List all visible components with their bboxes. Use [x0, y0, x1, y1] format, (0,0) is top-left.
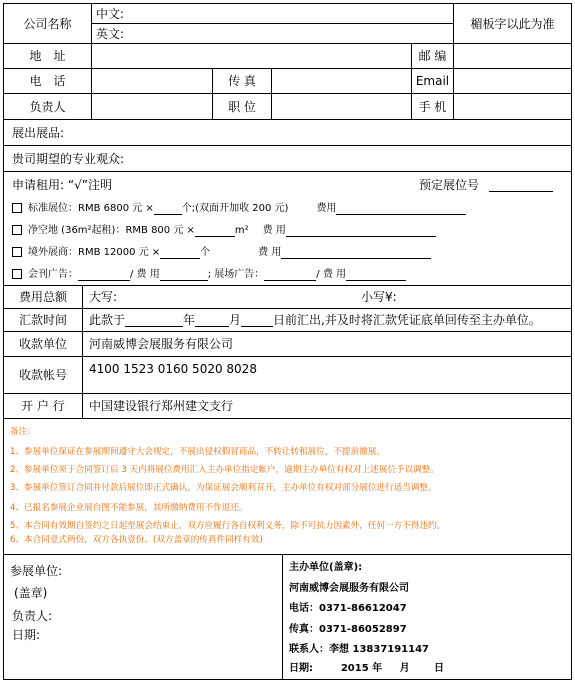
- bank-label: 开 户 行: [21, 399, 65, 413]
- mobile-field[interactable]: [453, 93, 572, 120]
- address-label-cell: [3, 43, 92, 69]
- overseas-count-input[interactable]: [160, 247, 200, 259]
- email-field[interactable]: [453, 68, 572, 94]
- ads-row: [12, 269, 406, 281]
- journal-fee-label: / 费 用: [130, 269, 160, 280]
- audience-label: 贵司期望的专业观众:: [12, 152, 125, 166]
- journal-fee-input[interactable]: [160, 269, 208, 281]
- organizer-date: 日期: 2015 年 月 日: [289, 663, 444, 674]
- total-upper-label: 大写:: [89, 290, 118, 304]
- postcode-field[interactable]: [453, 43, 572, 69]
- notes-title: 备注:: [10, 427, 31, 437]
- payee-value: 河南威博会展服务有限公司: [89, 337, 234, 351]
- total-field[interactable]: [82, 285, 572, 309]
- remit-day-input[interactable]: [241, 315, 273, 327]
- standard-fee-input[interactable]: [336, 203, 466, 215]
- fax-label: 传 真: [228, 74, 256, 88]
- remit-label: 汇款时间: [18, 313, 67, 327]
- journal-ad-label: 会刊广告：: [28, 269, 78, 280]
- account-label: 收款帐号: [18, 368, 67, 382]
- note-item: 5、本合同有效期自签约之日起至展会结束止，双方应履行各自权利义务，除不可抗力因素外，任何一方不得违约。: [10, 521, 446, 531]
- phone-field[interactable]: [91, 68, 213, 94]
- remit-field: [82, 308, 572, 332]
- email-label-cell: [411, 68, 454, 94]
- remit-text-d: 日前汇出,并及时将汇款凭证底单回传至主办单位。: [273, 313, 541, 327]
- overseas-fee-label: 费 用: [258, 247, 282, 258]
- fax-field[interactable]: [271, 68, 412, 94]
- note-item: 6、本合同壹式两份，双方各执壹份。(双方盖章的传真件同样有效): [10, 535, 263, 545]
- venue-ad-input[interactable]: [264, 269, 316, 281]
- exhibitor-person-label: 负责人:: [12, 609, 53, 623]
- mobile-label-cell: [411, 93, 454, 120]
- exhibitor-unit-label: 参展单位:: [10, 564, 63, 578]
- venue-fee-label: / 费 用: [316, 269, 347, 280]
- person-label-cell: [3, 93, 92, 120]
- remit-spacer-input[interactable]: [195, 315, 229, 327]
- fax-label-cell: [212, 68, 272, 94]
- audience-field[interactable]: [3, 145, 572, 172]
- exhibitor-date-label: 日期:: [12, 628, 41, 642]
- bank-value: 中国建设银行郑州建文支行: [89, 399, 234, 413]
- notes-section: [3, 418, 572, 555]
- company-en-label: 英文:: [96, 27, 125, 41]
- person-label: 负责人: [29, 99, 66, 114]
- note-item: 2、参展单位须于合同签订后 3 天内将展位费用汇入主办单位指定帐户，逾期主办单位有权对上述展位予以调整。: [10, 465, 439, 475]
- remit-text-a: 此款于: [89, 313, 126, 327]
- space-unit: m²: [234, 225, 249, 236]
- standard-booth-checkbox[interactable]: [12, 203, 22, 213]
- remit-label-cell: [3, 308, 83, 332]
- email-label: Email: [415, 74, 450, 88]
- exhibits-label: 展出展品:: [12, 126, 65, 140]
- address-field[interactable]: [91, 43, 412, 69]
- space-fee-label: 费 用: [262, 225, 286, 236]
- organizer-title: 主办单位(盖章):: [289, 562, 363, 573]
- payee-value-cell: [82, 331, 572, 357]
- payee-label: 收款单位: [18, 337, 67, 351]
- exhibitor-seal-label: (盖章): [14, 586, 48, 600]
- account-label-cell: [3, 356, 83, 394]
- overseas-label: 境外展商：RMB 12000 元 ×: [28, 247, 161, 258]
- journal-ad-input[interactable]: [78, 269, 130, 281]
- organizer-phone: 电话：0371-86612047: [289, 603, 407, 614]
- venue-fee-input[interactable]: [346, 269, 406, 281]
- phone-label-cell: [3, 68, 92, 94]
- note-item: 3、参展单位签订合同并付款后展位即正式确认，为保证展会顺利召开，主办单位有权对部分展位进行适当调整。: [10, 483, 437, 493]
- position-label-cell: [212, 93, 272, 120]
- space-fee-input[interactable]: [286, 225, 436, 237]
- position-field[interactable]: [271, 93, 412, 120]
- company-cn-field[interactable]: [91, 3, 454, 24]
- position-label: 职 位: [228, 99, 256, 114]
- company-cn-label: 中文:: [96, 7, 125, 21]
- postcode-label-cell: [411, 43, 454, 69]
- standard-unit: 个;(双面开加收 200 元): [181, 203, 289, 214]
- space-area-input[interactable]: [195, 225, 235, 237]
- postcode-label: 邮 编: [418, 49, 447, 63]
- overseas-unit: 个: [200, 247, 211, 258]
- bank-value-cell: [82, 393, 572, 419]
- total-label: 费用总额: [18, 290, 67, 304]
- overseas-row: [12, 247, 431, 259]
- remit-text-b: 年: [183, 313, 196, 327]
- exhibitor-signature: [3, 554, 283, 680]
- remit-text-c: 月: [229, 313, 242, 327]
- organizer-contact: 联系人：李想 13837191147: [289, 644, 430, 655]
- space-label: 净空地 (36m²起租)：RMB 800 元 ×: [28, 225, 195, 236]
- account-value-cell: [82, 356, 572, 394]
- space-row: [12, 225, 436, 237]
- standard-booth-row: [12, 203, 466, 215]
- standard-fee-label: 费用: [316, 203, 337, 214]
- note-item: 1、参展单位保证在参展期间遵守大会规定，不展出侵权假冒商品，不转让转租展位，不提前撤展。: [10, 447, 386, 457]
- total-lower-label: 小写¥:: [361, 290, 397, 304]
- company-en-field[interactable]: [91, 23, 454, 44]
- company-name-label: 公司名称: [23, 16, 72, 31]
- organizer-fax: 传真：0371-86052897: [289, 624, 407, 635]
- organizer-company: 河南威博会展服务有限公司: [289, 583, 409, 594]
- journal-ad-checkbox[interactable]: [12, 269, 22, 279]
- total-label-cell: [3, 285, 83, 309]
- person-field[interactable]: [91, 93, 213, 120]
- booth-number-input[interactable]: [489, 178, 553, 192]
- note-item: 4、已报名参展企业展台图不能参展，其所缴纳费用不作退还。: [10, 503, 248, 513]
- payee-label-cell: [3, 331, 83, 357]
- booth-number-label: 预定展位号: [419, 178, 480, 192]
- overseas-checkbox[interactable]: [12, 247, 22, 257]
- apply-title: 申请租用: “√”注明: [12, 178, 112, 192]
- phone-label: 电 话: [29, 74, 66, 88]
- apply-section: [3, 171, 572, 286]
- exhibits-field[interactable]: [3, 119, 572, 146]
- account-value: 4100 1523 0160 5020 8028: [89, 362, 257, 376]
- standard-booth-label: 标准展位：RMB 6800 元 ×: [28, 203, 154, 214]
- remit-year-input[interactable]: [125, 315, 183, 327]
- company-note: 楣板字以此为准: [470, 16, 555, 31]
- mobile-label: 手 机: [418, 99, 447, 114]
- space-checkbox[interactable]: [12, 225, 22, 235]
- address-label: 地 址: [29, 49, 66, 63]
- organizer-signature: [282, 554, 572, 680]
- overseas-fee-input[interactable]: [281, 247, 431, 259]
- company-note-cell: [453, 3, 572, 44]
- bank-label-cell: [3, 393, 83, 419]
- venue-ad-label: ; 展场广告：: [207, 269, 265, 280]
- company-name-label-cell: [3, 3, 92, 44]
- standard-count-input[interactable]: [154, 203, 182, 215]
